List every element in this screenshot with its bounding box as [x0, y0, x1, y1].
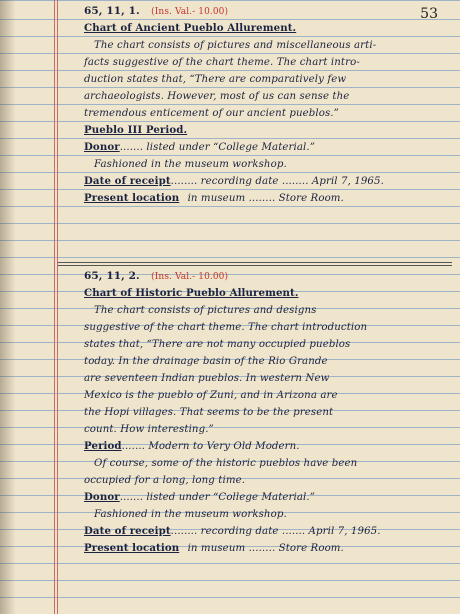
donor-row: [84, 139, 446, 156]
description-line: The chart consists of pictures and miscellaneous arti-: [94, 40, 377, 51]
receipt-label: Date of receipt: [84, 175, 171, 187]
period-value: ....... Modern to Very Old Modern.: [121, 441, 300, 452]
entry-number: 65, 11, 2.: [84, 270, 140, 282]
note-line: Of course, some of the historic pueblos have been: [94, 458, 358, 469]
note-line: occupied for a long, long time.: [84, 475, 246, 486]
location-text: in museum ........ Store Room.: [187, 193, 344, 204]
entry-title-row: [84, 20, 446, 37]
description-line: The chart consists of pictures and designs: [94, 305, 317, 316]
donor-text: ....... listed under “College Material.”: [119, 142, 316, 153]
description-line: are seventeen Indian pueblos. In western New: [84, 373, 330, 384]
period-row: [84, 438, 446, 455]
receipt-text: ........ recording date ........ April 7, 1965.: [170, 176, 384, 187]
entry-header: [84, 3, 446, 20]
donor-text: ....... listed under “College Material.”: [119, 492, 316, 503]
period-label: Period: [84, 440, 122, 452]
description-line: Mexico is the pueblo of Zuni, and in Arizona are: [84, 390, 338, 401]
receipt-row: [84, 173, 446, 190]
description-line: duction states that, “There are comparatively few: [84, 74, 347, 85]
description-line: today. In the drainage basin of the Rio Grande: [84, 356, 328, 367]
insured-value: (Ins. Val.- 10.00): [151, 272, 229, 282]
description-line: count. How interesting.”: [84, 424, 214, 435]
page-number: 53: [420, 6, 438, 22]
spine-shadow: [0, 0, 16, 614]
donor-label: Donor: [84, 141, 120, 153]
description-line: states that, “There are not many occupied pueblos: [84, 339, 351, 350]
entry-number: 65, 11, 1.: [84, 5, 140, 17]
insured-value: (Ins. Val.- 10.00): [151, 7, 229, 17]
receipt-row: [84, 523, 446, 540]
location-row: [84, 190, 446, 207]
fashioned-line: Fashioned in the museum workshop.: [94, 159, 287, 170]
margin-line: [54, 0, 55, 614]
period-row: [84, 122, 446, 139]
fashioned-line: Fashioned in the museum workshop.: [94, 509, 287, 520]
entry-header: [84, 268, 446, 285]
entry-divider: [58, 265, 452, 266]
location-label: Present location: [84, 542, 180, 554]
description-line: suggestive of the chart theme. The chart introduction: [84, 322, 368, 333]
donor-label: Donor: [84, 491, 120, 503]
description-line: archaeologists. However, most of us can sense the: [84, 91, 350, 102]
description-line: facts suggestive of the chart theme. The chart intro-: [84, 57, 360, 68]
margin-line: [57, 0, 58, 614]
entry-divider: [58, 262, 452, 263]
receipt-text: ........ recording date ....... April 7, 1965.: [170, 526, 381, 537]
entry-title: Chart of Ancient Pueblo Allurement.: [84, 22, 297, 34]
description-line: the Hopi villages. That seems to be the present: [84, 407, 334, 418]
location-text: in museum ........ Store Room.: [187, 543, 344, 554]
donor-row: [84, 489, 446, 506]
entry-title: Chart of Historic Pueblo Allurement.: [84, 287, 299, 299]
catalog-entry: [84, 3, 446, 207]
receipt-label: Date of receipt: [84, 525, 171, 537]
location-row: [84, 540, 446, 557]
catalog-entry: [84, 268, 446, 557]
location-label: Present location: [84, 192, 180, 204]
period-label: Pueblo III Period.: [84, 124, 188, 136]
entry-title-row: [84, 285, 446, 302]
description-line: tremendous enticement of our ancient pueblos.”: [84, 108, 339, 119]
